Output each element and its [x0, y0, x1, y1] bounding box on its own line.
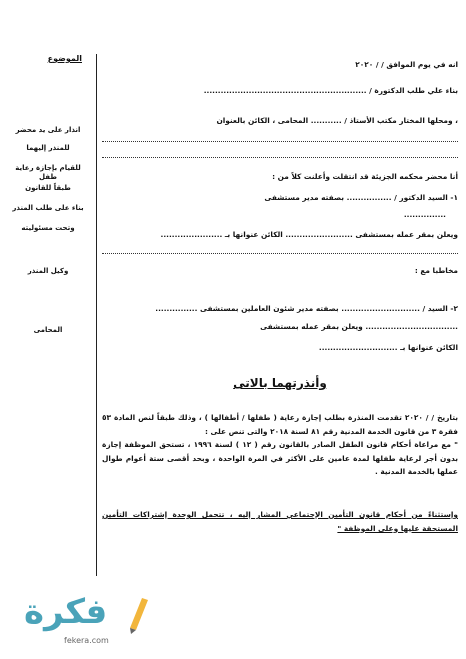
document-body	[102, 0, 458, 600]
sidebar-title: الموضوع	[47, 54, 82, 63]
request-line: بناء علي طلب الدكتورة / ..........................................................	[203, 86, 458, 95]
sidebar-item: بناء على طلب المنذر	[12, 204, 84, 212]
sidebar-item: انذار على يد محضر	[15, 126, 81, 134]
date-line: انه في يوم الموافق / / ٢٠٢٠	[355, 60, 458, 69]
pencil-icon	[126, 594, 150, 634]
logo-domain: fekera.com	[64, 636, 109, 645]
site-logo	[6, 592, 156, 652]
party-two-address: الكائن عنوانها بـ ............................	[318, 343, 458, 352]
party-two-work: ................................. ويعلن بمقر عمله بمستشفى	[260, 322, 458, 331]
paragraph-3: وإستثناءً من أحكام قانون التأمين الإجتماعي المشار إليه ، تتحمل الوحدة إشتراكات التأمين المستحقة عليها وعلى الموظفة "	[102, 510, 458, 533]
paragraph-1: بتاريخ / / ٢٠٢٠ تقدمت المنذرة بطلب إجازة رعاية ( طفلها / أطفالها ) ، وذلك طبقاً لنص المادة ٥٣ فقرة ٣ من قانون الخدمة المدنية رقم ٨١ لسنة ٢٠١٨ والتى تنص على :	[102, 413, 458, 436]
divider-line	[96, 54, 97, 576]
addressed-with: مخاطبا مع :	[414, 266, 458, 275]
sidebar-item: المحامى	[33, 326, 63, 334]
blank-line	[102, 156, 458, 158]
section-heading: وأنذرتهما بالاتى	[233, 376, 327, 390]
party-one-line: ١- السيد الدكتور / ................ بصفته مدير مستشفى	[264, 193, 458, 202]
sidebar-item: للقيام بإجازة رعاية طفل	[15, 164, 81, 181]
lawyer-line: ، ومحلها المختار مكتب الأستاذ / ........... المحامى ، الكائن بالعنوان	[216, 116, 458, 125]
bailiff-line: أنا محضر محكمه الجزيئة قد انتقلت وأعلنت كلاً من :	[272, 172, 458, 181]
blank-line	[102, 140, 458, 142]
sidebar-item: طبقاً للقانون	[25, 184, 71, 192]
party-one-address: ويعلن بمقر عمله بمستشفى ........................ الكائن عنوانها بـ ......................	[160, 230, 458, 239]
blank-line	[102, 252, 458, 254]
sidebar-item: وتحت مسئوليته	[21, 224, 75, 232]
sidebar	[8, 54, 88, 576]
party-two-line: ٢- السيد / ............................ بصفته مدير شئون العاملين بمستشفى ...............	[155, 304, 458, 313]
sidebar-item: وكيل المنذر	[27, 267, 69, 275]
party-one-cont: ...............	[403, 210, 446, 219]
sidebar-item: للمنذر إليهما	[26, 144, 70, 152]
paragraph-2: " مع مراعاة أحكام قانون الطفل الصادر بالقانون رقم ( ١٢ ) لسنة ١٩٩٦ ، تستحق الموظفة إجازة بدون أجر لرعاية طفلها لمدة عامين على الأكثر في المرة الواحدة ، وبحد أقصى ستة أعوام طوال عملها بالخدمة المدنية .	[102, 440, 458, 476]
logo-text: فكرة	[24, 592, 108, 632]
